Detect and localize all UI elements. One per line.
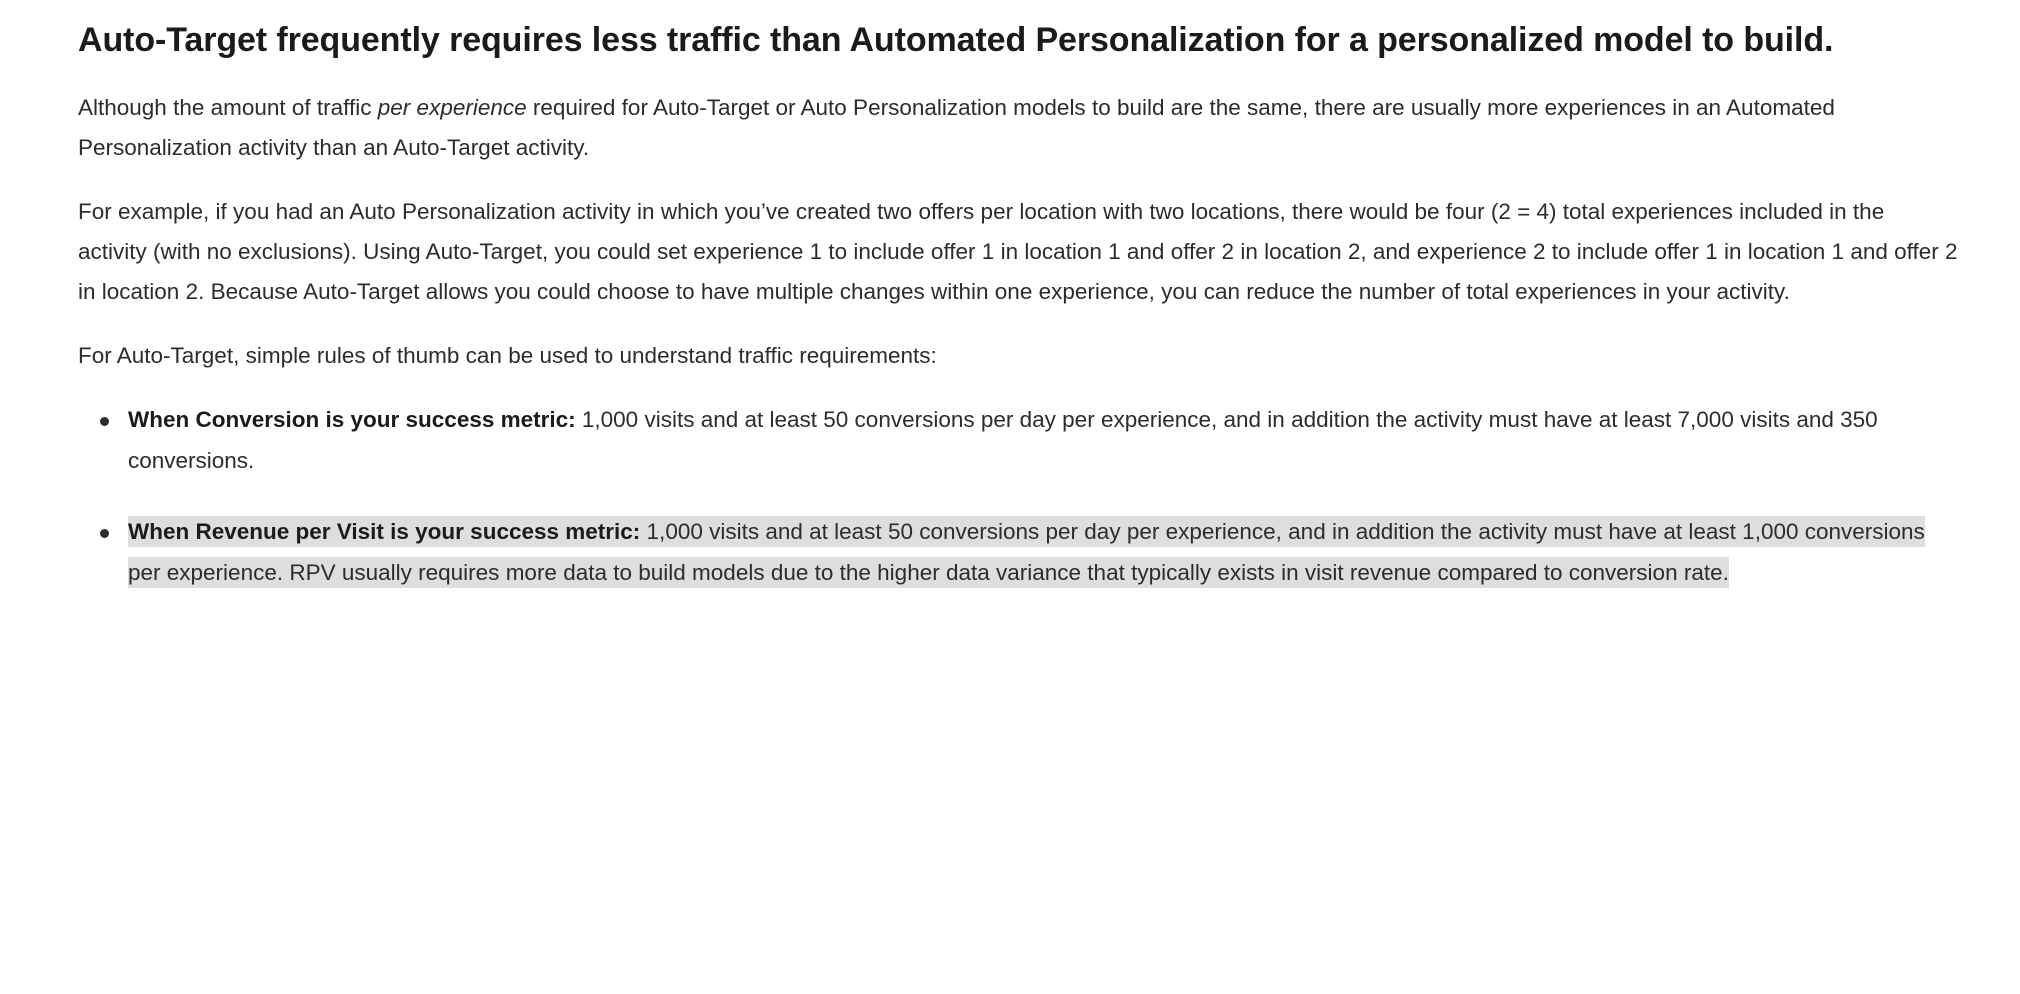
- list-item-text: 1,000 visits and at least 50 conversions per day per experience, and in addition the activity must have at least 7,000 visits and 350 conversions.: [128, 407, 1878, 474]
- list-item-text: 1,000 visits and at least 50 conversions per day per experience, and in addition the activity must have at least 1,000 conversions per experience. RPV usually requires more data to build models due to the higher data variance that typically exists in visit revenue compared to conversion rate.: [128, 519, 1925, 586]
- list-item: [124, 512, 1960, 594]
- page-title: Auto-Target frequently requires less traffic than Automated Personalization for a personalized model to build.: [78, 21, 1834, 59]
- rules-of-thumb-list: [78, 400, 1960, 594]
- paragraph-1-part-1: Although the amount of traffic: [78, 95, 378, 121]
- list-item: [124, 400, 1960, 482]
- paragraph-1-part-2: required for Auto-Target or Auto Personalization models to build are the same, there are usually more experiences in an Automated Personalization activity than an Auto-Target activity.: [78, 95, 1835, 161]
- paragraph-traffic-per-experience: [78, 88, 1958, 168]
- paragraph-1-emphasis: per experience: [377, 95, 527, 121]
- paragraph-rules-intro: For Auto-Target, simple rules of thumb can be used to understand traffic requirements:: [78, 343, 937, 369]
- paragraph-example: For example, if you had an Auto Personalization activity in which you’ve created two offers per location with two locations, there would be four (2 = 4) total experiences included in the activity (with no exclusions). Using Auto-Target, you could set experience 1 to include offer 1 in location 1 and offer 2 in location 2, and experience 2 to include offer 1 in location 1 and offer 2 in location 2. Because Auto-Target allows you could choose to have multiple changes within one experience, you can reduce the number of total experiences in your activity.: [78, 199, 1958, 305]
- list-item-lead-in: When Revenue per Visit is your success metric:: [128, 519, 641, 545]
- list-item-lead-in: When Conversion is your success metric:: [128, 407, 576, 433]
